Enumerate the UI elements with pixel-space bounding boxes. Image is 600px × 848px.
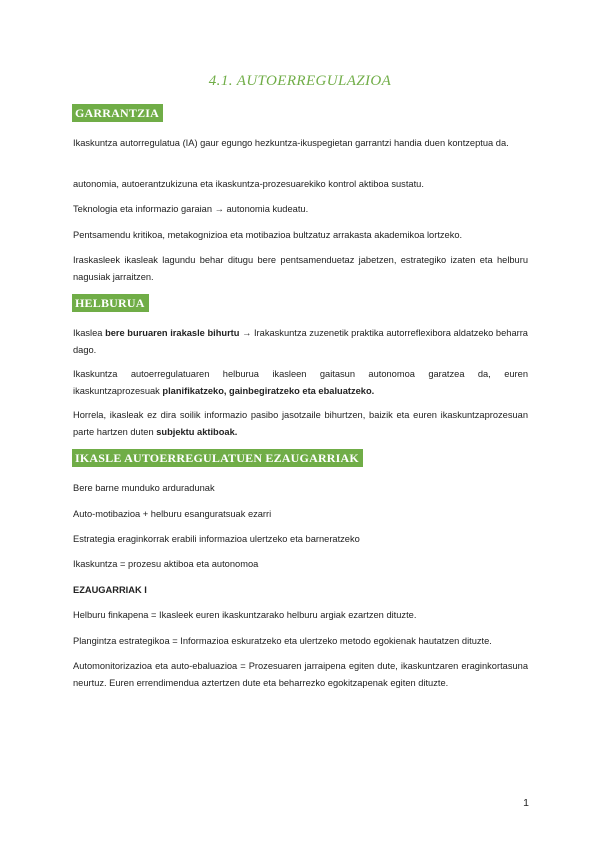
paragraph: Ikaskuntza = prozesu aktiboa eta autonomoa bbox=[73, 559, 259, 569]
page-number: 1 bbox=[523, 797, 529, 809]
paragraph: Estrategia eraginkorrak erabili informazioa ulertzeko eta barneratzeko bbox=[73, 534, 360, 544]
paragraph: Helburu finkapena = Ikasleek euren ikaskuntzarako helburu argiak ezartzen dituzte. bbox=[73, 610, 417, 620]
paragraph: Bere barne munduko arduradunak bbox=[73, 483, 215, 493]
section-heading-ezaugarriak: IKASLE AUTOERREGULATUEN EZAUGARRIAK bbox=[72, 449, 363, 467]
paragraph: Pentsamendu kritikoa, metakognizioa eta motibazioa bultzatuz arrakasta akademikoa lortzeko. bbox=[73, 230, 463, 240]
paragraph: Ikaskuntza autorregulatua (IA) gaur egungo hezkuntza-ikuspegietan garrantzi handia duen kontzeptua da. bbox=[73, 138, 509, 148]
paragraph: autonomia, autoerantzukizuna eta ikaskuntza-prozesuarekiko kontrol aktiboa sustatu. bbox=[73, 179, 424, 189]
paragraph: Auto-motibazioa + helburu esanguratsuak ezarri bbox=[73, 509, 272, 519]
page-title: 4.1. AUTOERREGULAZIOA bbox=[208, 73, 392, 89]
paragraph-text: Ikaslea bbox=[73, 328, 106, 338]
paragraph bbox=[73, 366, 528, 399]
paragraph: Automonitorizazioa eta auto-ebaluazioa = Prozesuaren jarraipena egiten dute, ikaskuntzaren eraginkortasuna neurtuz. Euren errendimendua aztertzen dute eta beharrezko egokitzapenak egiten dituzte. bbox=[73, 661, 528, 688]
paragraph bbox=[73, 407, 528, 440]
emphasis-text: planifikatzeko, gainbegiratzeko eta ebaluatzeko. bbox=[162, 385, 375, 396]
paragraph: Plangintza estrategikoa = Informazioa eskuratzeko eta ulertzeko metodo egokienak hautatzen dituzte. bbox=[73, 636, 492, 646]
subheading: EZAUGARRIAK I bbox=[73, 585, 147, 595]
paragraph-text: Horrela, ikasleak ez dira soilik informazio pasibo jasotzaile bihurtzen, baizik eta euren ikaskuntzaprozesuan parte hartzen duten bbox=[73, 410, 528, 437]
paragraph-text: Ikaskuntza autoerregulatuaren helburua ikasleen gaitasun autonomoa garatzea da, euren ikaskuntzaprozesuak bbox=[73, 369, 528, 396]
emphasis-text: bere buruaren irakasle bihurtu bbox=[105, 328, 240, 338]
paragraph: Teknologia eta informazio garaian → autonomia kudeatu. bbox=[73, 204, 309, 214]
paragraph bbox=[73, 325, 528, 358]
paragraph-text: → Irakaskuntza zuzenetik praktika autorreflexibora aldatzeko beharra dago. bbox=[73, 328, 528, 355]
emphasis-text: subjektu aktiboak. bbox=[156, 426, 238, 437]
section-heading-helburua: HELBURUA bbox=[72, 294, 149, 312]
section-heading-garrantzia: GARRANTZIA bbox=[72, 104, 163, 122]
paragraph: Iraskasleek ikasleak lagundu behar ditugu bere pentsamenduetaz jabetzen, estrategiko izaten eta helburu nagusiak jarraitzen. bbox=[73, 255, 528, 282]
